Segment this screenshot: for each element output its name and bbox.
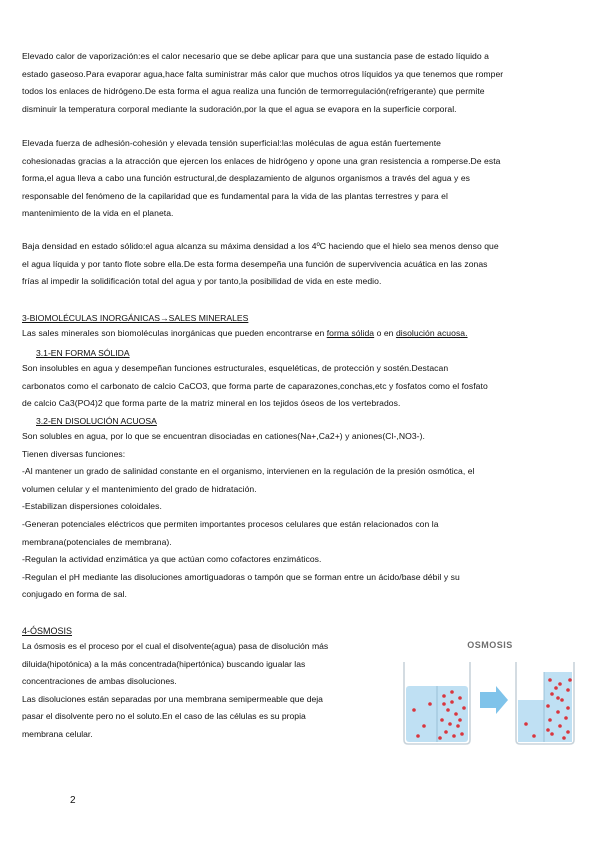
solute-particle xyxy=(440,718,444,722)
text-line: La ósmosis es el proceso por el cual el disolvente(agua) pasa de disolución más xyxy=(22,641,329,651)
text-line: Las disoluciones están separadas por una membrana semipermeable que deja xyxy=(22,693,323,704)
text-line: de calcio Ca3(PO4)2 que forma parte de la matriz mineral en los tejidos óseos de los vertebrados. xyxy=(22,398,401,409)
solute-particle xyxy=(460,732,464,736)
osmosis-figure xyxy=(400,640,580,752)
solute-particle xyxy=(442,702,446,706)
solute-particle xyxy=(412,708,416,712)
solute-particle xyxy=(524,722,528,726)
solute-particle xyxy=(452,734,456,738)
paragraph-density xyxy=(22,238,588,291)
list-item: -Regulan el pH mediante las disoluciones amortiguadoras o tampón que se forman entre un ácido/base débil y su xyxy=(22,571,460,582)
text-line: responsable del fenómeno de la capilaridad que es fundamental para la vida de las plantas terrestres y para el xyxy=(22,190,448,201)
text-line: diluida(hipotónica) a la más concentrada(hipertónica) buscando igualar las xyxy=(22,658,306,669)
text-line: Elevado calor de vaporización:es el calor necesario que se debe aplicar para que una sustancia pase de estado líquido a xyxy=(22,51,489,61)
text-line: estado gaseoso.Para evaporar agua,hace falta suministrar más calor que muchos otros líquidos ya que tenemos que romper xyxy=(22,68,504,79)
text-line: todos los enlaces de hidrógeno.De esta forma el agua realiza una función de termorregulación(refrigerante) que permite xyxy=(22,86,485,97)
section-heading-osmosis: 4-ÓSMOSIS xyxy=(22,626,73,636)
solute-particle xyxy=(462,706,466,710)
solid-form-link: forma sólida xyxy=(326,328,375,338)
solute-particle xyxy=(558,724,562,728)
beaker-after xyxy=(516,662,574,744)
solute-particle xyxy=(566,688,570,692)
section-heading-mineral-salts: 3-BIOMOLÉCULAS INORGÁNICAS→SALES MINERALES xyxy=(22,313,249,323)
paragraph-cohesion xyxy=(22,135,588,223)
solute-particle xyxy=(454,712,458,716)
solute-particle xyxy=(450,690,454,694)
solute-particle xyxy=(546,704,550,708)
solute-particle xyxy=(558,682,562,686)
solute-particle xyxy=(446,708,450,712)
paragraph-solid-form xyxy=(22,360,588,413)
solute-particle xyxy=(550,732,554,736)
page-number: 2 xyxy=(70,795,76,806)
intro-text: Las sales minerales son biomoléculas inorgánicas que pueden encontrarse en xyxy=(22,328,327,338)
list-item: -Regulan la actividad enzimática ya que actúan como cofactores enzimáticos. xyxy=(22,554,322,565)
solute-particle xyxy=(458,696,462,700)
text-line: frías al impedir la solidificación total del agua y por tanto,la posibilidad de vida en este medio. xyxy=(22,276,382,287)
solute-particle xyxy=(532,734,536,738)
paragraph-heat-of-vaporization xyxy=(22,48,588,118)
solute-particle xyxy=(546,728,550,732)
solute-particle xyxy=(422,724,426,728)
solute-particle xyxy=(554,686,558,690)
solute-particle xyxy=(568,678,572,682)
solute-particle xyxy=(556,696,560,700)
solute-particle xyxy=(450,700,454,704)
solute-particle xyxy=(548,718,552,722)
solute-particle xyxy=(548,678,552,682)
paragraph-aqueous-solution xyxy=(22,428,588,604)
list-item: -Generan potenciales eléctricos que permiten importantes procesos celulares que están relacionados con la xyxy=(22,518,439,529)
text-line: el agua líquida y por tanto flote sobre ella.De esta forma desempeña una función de supervivencia acuática en las zonas xyxy=(22,258,488,269)
paragraph-mineral-salts-intro xyxy=(22,325,588,343)
solute-particle xyxy=(444,730,448,734)
text-line: Elevada fuerza de adhesión-cohesión y elevada tensión superficial:las moléculas de agua están fuertemente xyxy=(22,138,441,148)
solute-particle xyxy=(416,734,420,738)
text-line: Tienen diversas funciones: xyxy=(22,448,126,459)
solute-particle xyxy=(456,724,460,728)
arrow-icon xyxy=(480,686,508,714)
list-item: -Estabilizan dispersiones coloidales. xyxy=(22,501,162,512)
solute-particle xyxy=(428,702,432,706)
solute-particle xyxy=(438,736,442,740)
text-line: disminuir la temperatura corporal mediante la sudoración,por la que el agua se evapora en la superficie corporal. xyxy=(22,103,457,114)
solute-particle xyxy=(550,692,554,696)
text-line: concentraciones de ambas disoluciones. xyxy=(22,676,177,687)
solute-particle xyxy=(562,736,566,740)
text-line: volumen celular y el mantenimiento del grado de hidratación. xyxy=(22,483,257,494)
solute-particle xyxy=(560,698,564,702)
solute-particle xyxy=(564,716,568,720)
solute-particle xyxy=(566,706,570,710)
solute-particle xyxy=(556,710,560,714)
text-line: Son solubles en agua, por lo que se encuentran disociadas en cationes(Na+,Ca2+) y aniones(Cl-,NO3-). xyxy=(22,431,425,441)
text-line: Son insolubles en agua y desempeñan funciones estructurales, esqueléticas, de protección y sostén.Destacan xyxy=(22,363,449,373)
subheading-aqueous-solution: 3.2-EN DISOLUCIÓN ACUOSA xyxy=(36,416,157,426)
text-line: conjugado en forma de sal. xyxy=(22,589,127,600)
water-after-left xyxy=(518,700,544,742)
solute-particle xyxy=(442,694,446,698)
text-line: membrana(potenciales de membrana). xyxy=(22,536,172,547)
solute-particle xyxy=(566,730,570,734)
text-line: cohesionadas gracias a la atracción que ejercen los enlaces de hidrógeno y opone una gran resistencia a romperse.De esta xyxy=(22,155,501,166)
aqueous-solution-link: disolución acuosa. xyxy=(395,328,468,338)
beaker-before xyxy=(404,662,470,744)
paragraph-osmosis xyxy=(22,638,392,744)
osmosis-diagram xyxy=(400,640,580,752)
text-line: mantenimiento de la vida en el planeta. xyxy=(22,208,174,219)
text-line: membrana celular. xyxy=(22,728,93,739)
text-line: carbonatos como el carbonato de calcio CaCO3, que forma parte de caparazones,conchas,etc y fosfatos como el fosfato xyxy=(22,380,488,391)
figure-title: OSMOSIS xyxy=(467,640,513,650)
text-line: Baja densidad en estado sólido:el agua alcanza su máxima densidad a los 4ºC haciendo que el hielo sea menos denso que xyxy=(22,241,499,251)
text-line: pasar el disolvente pero no el soluto.En el caso de las células es su propia xyxy=(22,711,306,722)
solute-particle xyxy=(448,722,452,726)
subheading-solid-form: 3.1-EN FORMA SÓLIDA xyxy=(36,348,130,358)
list-item: -Al mantener un grado de salinidad constante en el organismo, intervienen en la regulación de la presión osmótica, el xyxy=(22,466,475,477)
intro-text: o en xyxy=(374,328,396,338)
text-line: forma,el agua lleva a cabo una función estructural,de desplazamiento de algunos organismos a través del agua y es xyxy=(22,173,471,184)
solute-particle xyxy=(458,718,462,722)
